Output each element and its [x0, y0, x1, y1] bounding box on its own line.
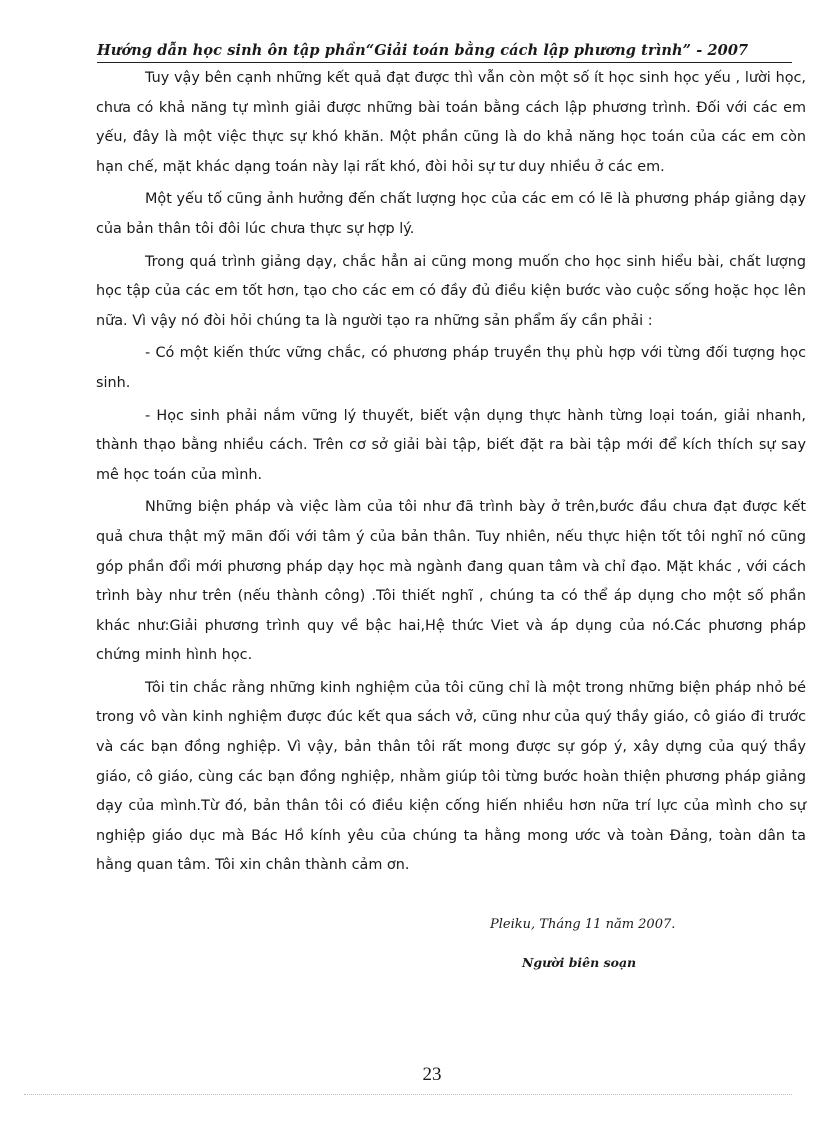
signature-place-date: Pleiku, Tháng 11 năm 2007.	[490, 917, 676, 932]
page-number: 23	[422, 1064, 442, 1085]
footer-divider	[24, 1094, 792, 1095]
paragraph: - Học sinh phải nắm vững lý thuyết, biết vận dụng thực hành từng loại toán, giải nhanh, thành thạo bằng nhiều cách. Trên cơ sở giải bài tập, biết đặt ra bài tập mới để kích thích sự say mê học toán của mình.	[96, 407, 806, 483]
body-text	[96, 64, 806, 884]
page-header: Hướng dẫn học sinh ôn tập phần“Giải toán bằng cách lập phương trình” - 2007	[97, 40, 792, 63]
paragraph: Tuy vậy bên cạnh những kết quả đạt được thì vẫn còn một số ít học sinh học yếu , lười học, chưa có khả năng tự mình giải được những bài toán bằng cách lập phương trình. Đối với các em yếu, đây là một việc thực sự khó khăn. Một phần cũng là do khả năng học toán của các em còn hạn chế, mặt khác dạng toán này lại rất khó, đòi hỏi sự tư duy nhiều ở các em.	[96, 70, 806, 175]
paragraph: Tôi tin chắc rằng những kinh nghiệm của tôi cũng chỉ là một trong những biện pháp nhỏ bé trong vô vàn kinh nghiệm được đúc kết qua sách vở, cũng như của quý thầy giáo, cô giáo đi trước và các bạn đồng nghiệp. Vì vậy, bản thân tôi rất mong được sự góp ý, xây dựng của quý thầy giáo, cô giáo, cùng các bạn đồng nghiệp, nhằm giúp tôi từng bước hoàn thiện phương pháp giảng dạy của mình.Từ đó, bản thân tôi có điều kiện cống hiến nhiều hơn nữa trí lực của mình cho sự nghiệp giáo dục mà Bác Hồ kính yêu của chúng ta hằng mong ước và toàn Đảng, toàn dân ta hằng quan tâm. Tôi xin chân thành cảm ơn.	[96, 679, 806, 874]
paragraph: Một yếu tố cũng ảnh hưởng đến chất lượng học của các em có lẽ là phương pháp giảng dạy của bản thân tôi đôi lúc chưa thực sự hợp lý.	[96, 191, 806, 237]
signature-author: Người biên soạn	[522, 955, 637, 970]
paragraph: Trong quá trình giảng dạy, chắc hẳn ai cũng mong muốn cho học sinh hiểu bài, chất lượng học tập của các em tốt hơn, tạo cho các em có đầy đủ điều kiện bước vào cuộc sống hoặc học lên nữa. Vì vậy nó đòi hỏi chúng ta là người tạo ra những sản phẩm ấy cần phải :	[96, 253, 806, 329]
paragraph: Những biện pháp và việc làm của tôi như đã trình bày ở trên,bước đầu chưa đạt được kết quả chưa thật mỹ mãn đối với tâm ý của bản thân. Tuy nhiên, nếu thực hiện tốt tôi nghĩ nó cũng góp phần đổi mới phương pháp dạy học mà ngành đang quan tâm và chỉ đạo. Mặt khác , với cách trình bày như trên (nếu thành công) .Tôi thiết nghĩ , chúng ta có thể áp dụng cho một số phần khác như:Giải phương trình quy về bậc hai,Hệ thức Viet và áp dụng của nó.Các phương pháp chứng minh hình học.	[96, 499, 806, 664]
paragraph: - Có một kiến thức vững chắc, có phương pháp truyền thụ phù hợp với từng đối tượng học sinh.	[96, 345, 806, 391]
